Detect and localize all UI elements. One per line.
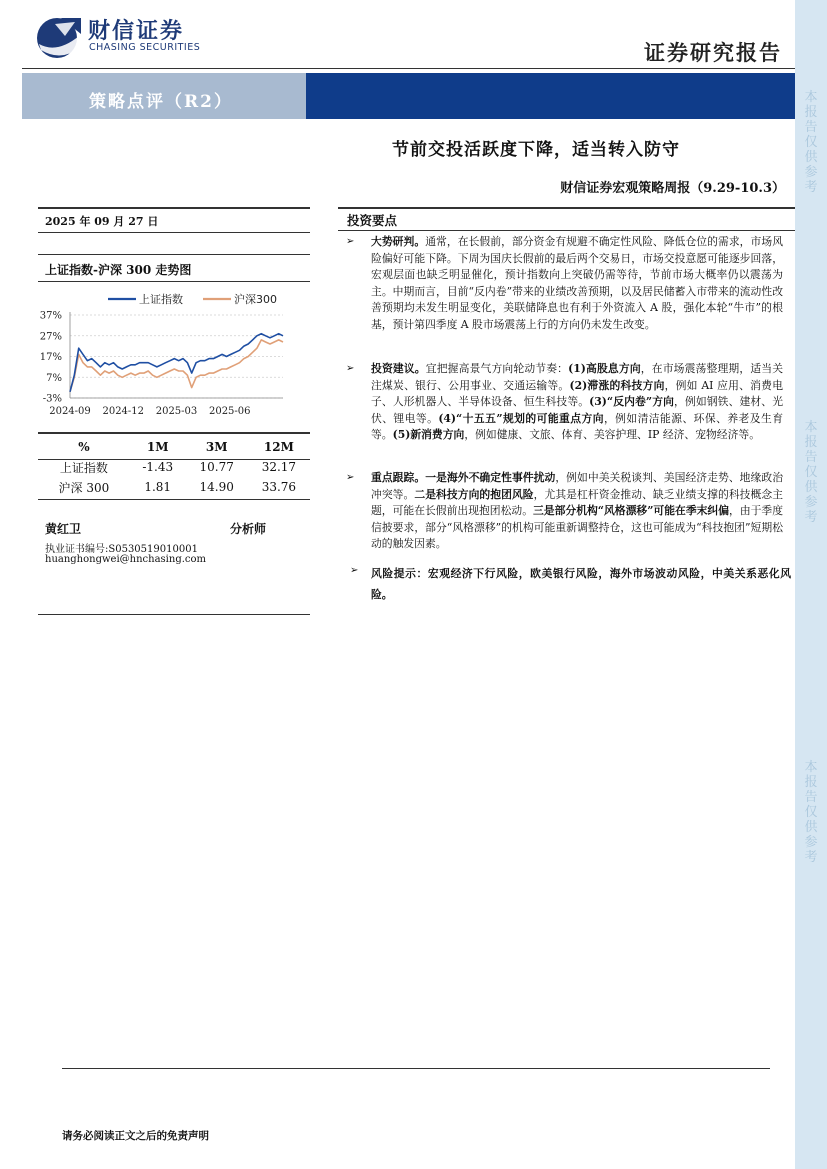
date-rule (38, 232, 310, 233)
y-tick-label: -3% (42, 393, 62, 405)
point-emphasis: 一是海外不确定性事件扰动 (425, 471, 556, 484)
brand-name-en: CHASING SECURITIES (89, 42, 201, 53)
chart-series (70, 334, 283, 392)
table-cell: 1.81 (144, 480, 172, 494)
banner-label: 策略点评（R2） (89, 92, 233, 112)
table-cell: -1.43 (142, 460, 174, 474)
point-text: ，由于季度信披要求，部分“风格漂移”的机构可能重新调整持仓，这也可能成为“科技抱团”短期松动的触发因素。 (371, 504, 784, 550)
point-heading: 投资建议。 (371, 362, 426, 375)
point-text: 通常，在长假前，部分资金有规避不确定性风险、降低仓位的需求，市场风险偏好可能下降。下周为国庆长假前的最后两个交易日，市场交投意愿可能逐步回落，宏观层面也缺乏明显催化，预计指数向上突破仍需等待，节前市场大概率仍以震荡为主。中期而言，目前“反内卷”带来的业绩改善预期，以及居民储蓄入市带来的流动性改善预期均未发生明显变化，美联储降息也有利于外资流入 A 股，强化本轮“牛市”的根基，预计第四季度 A 股市场震荡上行的方向仍未发生改变。 (371, 235, 783, 331)
point-risk-warning: 风险提示：宏观经济下行风险，欧美银行风险，海外市场波动风险，中美关系恶化风险。 (371, 567, 791, 601)
x-tick-label: 2024-09 (49, 406, 91, 417)
report-type: 证券研究报告 (644, 40, 782, 65)
y-tick-label: 27% (39, 331, 62, 343)
table-cell: 33.76 (261, 480, 297, 494)
legend-label: 上证指数 (139, 293, 183, 306)
watermark-text: 本报告仅供参考 (804, 90, 818, 195)
point-emphasis: (3)“反内卷”方向 (589, 395, 675, 408)
point-market-outlook (371, 234, 783, 333)
table-cell: 上证指数 (59, 460, 108, 475)
footer-rule (62, 1068, 770, 1069)
sub-title: 财信证券宏观策略周报（9.29-10.3） (560, 181, 785, 196)
point-text: ，例如 AI 应用、消费电子、人形机器人、半导体设备、恒生科技等。 (371, 378, 783, 408)
y-tick-label: 17% (39, 352, 62, 363)
chart-grid (70, 312, 283, 398)
key-points-heading: 投资要点 (347, 213, 398, 228)
table-cell: 32.17 (261, 460, 297, 474)
point-text: ，在市场震荡整理期，适当关注煤炭、银行、公用事业、交通运输等。 (371, 362, 784, 392)
bullet-arrow-icon: ➢ (346, 236, 355, 247)
point-text: 宜把握高景气方向轮动节奏： (425, 362, 569, 375)
report-date: 2025 年 09 月 27 日 (45, 215, 159, 228)
table-header-row (38, 436, 310, 457)
bullet-arrow-icon: ➢ (346, 363, 355, 374)
point-investment-advice (371, 361, 783, 444)
point-emphasis: (2)滞涨的科技方向 (569, 378, 665, 392)
table-header-cell: 12M (263, 439, 294, 454)
table-row (38, 457, 310, 477)
right-top-rule (338, 207, 795, 209)
footer-disclaimer: 请务必阅读正文之后的免责声明 (62, 1130, 209, 1142)
legend-label: 沪深300 (234, 293, 277, 306)
analyst-email: huanghongwei@hnchasing.com (45, 554, 207, 565)
chasing-logo-icon (35, 14, 83, 60)
x-tick-label: 2024-12 (102, 406, 145, 417)
banner-blue (306, 73, 795, 119)
bullet-arrow-icon: ➢ (346, 472, 355, 483)
point-text: ，例如健康、文旅、体育、美容护理、IP 经济、宠物经济等。 (464, 428, 760, 441)
performance-table (38, 436, 310, 497)
table-header-cell: % (78, 439, 90, 454)
point-emphasis: 三是部分机构“风格漂移”可能在季末纠偏 (533, 504, 730, 517)
point-emphasis: (5)新消费方向 (392, 428, 465, 441)
analyst-role: 分析师 (230, 522, 267, 536)
chart-labels (40, 311, 251, 418)
chart-title-top-rule (38, 254, 310, 255)
point-emphasis: 二是科技方向的抱团风险 (414, 487, 534, 501)
point-text: ，例如中美关税谈判、美国经济走势、地缘政治冲突等。 (371, 471, 784, 501)
point-emphasis: (4)“十五五”规划的可能重点方向 (438, 411, 604, 425)
x-tick-label: 2025-06 (208, 406, 251, 417)
chart-title: 上证指数-沪深 300 走势图 (45, 263, 192, 277)
point-key-tracking (371, 470, 783, 553)
point-text: ，例如清洁能源、环保、养老及生育等。 (371, 411, 784, 441)
watermark-text: 本报告仅供参考 (804, 420, 818, 525)
table-cell: 14.90 (199, 480, 234, 494)
brand-name-cn: 财信证券 (88, 19, 185, 44)
point-text: ，尤其是杠杆资金推动、缺乏业绩支撑的科技概念主题，可能在长假前出现抱团松动。 (371, 487, 784, 517)
point-heading: 重点跟踪。 (371, 471, 426, 484)
table-top-rule (38, 432, 310, 434)
point-text: ，例如钢铁、建材、光伏、锂电等。 (371, 395, 784, 425)
table-cell: 10.77 (199, 460, 234, 474)
key-points-rule (338, 230, 795, 231)
chart-title-bottom-rule (38, 281, 310, 282)
series-line (70, 334, 283, 392)
header-divider (22, 68, 795, 69)
table-row (38, 477, 310, 497)
analyst-name: 黄红卫 (45, 522, 82, 536)
table-bottom-rule (38, 499, 310, 500)
index-trend-chart (38, 290, 310, 420)
point-emphasis: (1)高股息方向 (568, 362, 641, 375)
y-tick-label: 37% (39, 310, 62, 322)
bullet-arrow-icon: ➢ (350, 565, 359, 576)
analyst-cert-number: 执业证书编号:S0530519010001 (45, 544, 198, 555)
watermark-text: 本报告仅供参考 (804, 760, 818, 865)
table-header-cell: 1M (146, 439, 169, 454)
x-tick-label: 2025-03 (155, 406, 198, 417)
table-header-rule (38, 459, 310, 460)
analyst-bottom-rule (38, 614, 310, 615)
watermark-strip (795, 0, 827, 1169)
y-tick-label: 7% (46, 372, 62, 384)
point-heading: 大势研判。 (371, 235, 426, 248)
table-header-cell: 3M (205, 439, 228, 454)
chart-legend (108, 292, 277, 306)
main-title: 节前交投活跃度下降，适当转入防守 (392, 140, 680, 160)
table-cell: 沪深 300 (58, 480, 110, 495)
left-top-rule (38, 207, 310, 209)
